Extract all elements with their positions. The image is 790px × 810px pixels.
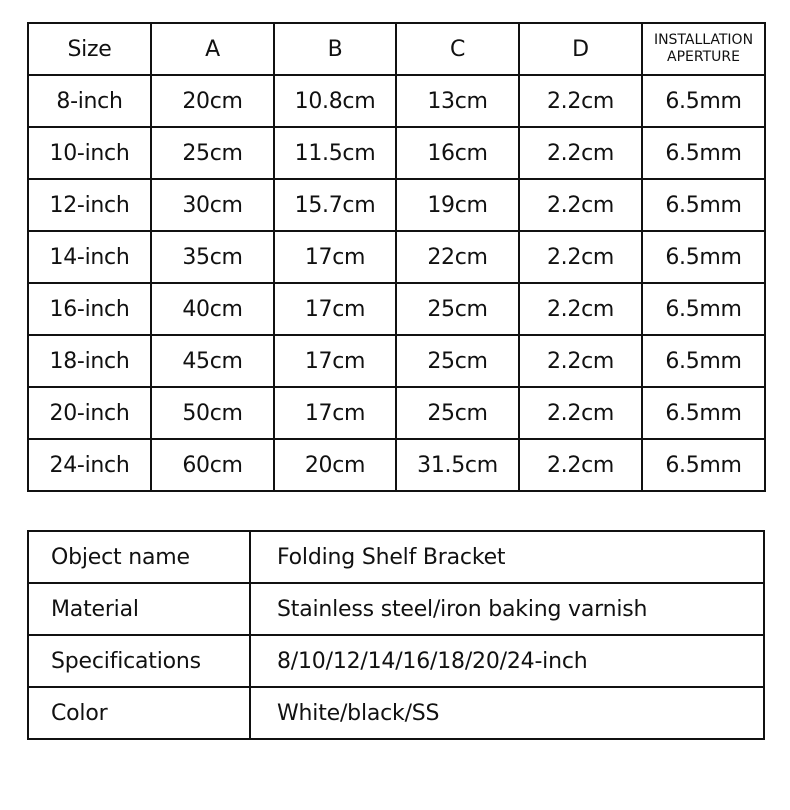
cell-aperture: 6.5mm [642,127,765,179]
header-aperture-line: APERTURE [667,49,740,65]
header-installation-line: INSTALLATION [653,32,754,48]
cell-c: 19cm [396,179,519,231]
size-row-14-inch [28,231,765,283]
cell-size: 12-inch [28,179,151,231]
size-row-8-inch [28,75,765,127]
cell-c: 25cm [396,335,519,387]
cell-aperture: 6.5mm [642,283,765,335]
spec-value: White/black/SS [250,687,764,739]
spec-value: 8/10/12/14/16/18/20/24-inch [250,635,764,687]
size-chart-header-row [28,23,765,75]
cell-d: 2.2cm [519,75,642,127]
cell-c: 13cm [396,75,519,127]
cell-a: 35cm [151,231,274,283]
header-a: A [151,23,274,75]
size-row-12-inch [28,179,765,231]
cell-b: 10.8cm [274,75,396,127]
size-row-10-inch [28,127,765,179]
cell-size: 24-inch [28,439,151,491]
spec-value: Stainless steel/iron baking varnish [250,583,764,635]
cell-a: 20cm [151,75,274,127]
cell-aperture: 6.5mm [642,179,765,231]
cell-a: 45cm [151,335,274,387]
cell-aperture: 6.5mm [642,335,765,387]
size-row-16-inch [28,283,765,335]
cell-a: 40cm [151,283,274,335]
spec-row-specifications [28,635,764,687]
cell-d: 2.2cm [519,439,642,491]
header-d: D [519,23,642,75]
cell-size: 8-inch [28,75,151,127]
cell-c: 22cm [396,231,519,283]
spec-row-material [28,583,764,635]
cell-d: 2.2cm [519,127,642,179]
cell-size: 10-inch [28,127,151,179]
cell-a: 25cm [151,127,274,179]
cell-b: 11.5cm [274,127,396,179]
cell-size: 16-inch [28,283,151,335]
spec-label: Object name [28,531,250,583]
header-size: Size [28,23,151,75]
cell-size: 14-inch [28,231,151,283]
cell-a: 50cm [151,387,274,439]
spec-label: Material [28,583,250,635]
size-row-18-inch [28,335,765,387]
cell-c: 25cm [396,283,519,335]
cell-aperture: 6.5mm [642,231,765,283]
cell-a: 60cm [151,439,274,491]
spec-label: Specifications [28,635,250,687]
size-chart-table [27,22,766,492]
cell-d: 2.2cm [519,179,642,231]
cell-b: 17cm [274,283,396,335]
header-b: B [274,23,396,75]
cell-aperture: 6.5mm [642,387,765,439]
cell-b: 17cm [274,387,396,439]
cell-size: 18-inch [28,335,151,387]
cell-b: 15.7cm [274,179,396,231]
header-c: C [396,23,519,75]
cell-aperture: 6.5mm [642,75,765,127]
cell-b: 17cm [274,335,396,387]
cell-b: 17cm [274,231,396,283]
spec-value: Folding Shelf Bracket [250,531,764,583]
cell-size: 20-inch [28,387,151,439]
spec-label: Color [28,687,250,739]
size-row-24-inch [28,439,765,491]
cell-aperture: 6.5mm [642,439,765,491]
cell-c: 25cm [396,387,519,439]
product-spec-table [27,530,765,740]
spec-row-color [28,687,764,739]
size-row-20-inch [28,387,765,439]
cell-d: 2.2cm [519,231,642,283]
cell-c: 31.5cm [396,439,519,491]
cell-d: 2.2cm [519,283,642,335]
header-installation-aperture [642,23,765,75]
cell-b: 20cm [274,439,396,491]
cell-d: 2.2cm [519,387,642,439]
spec-row-object-name [28,531,764,583]
cell-d: 2.2cm [519,335,642,387]
cell-c: 16cm [396,127,519,179]
cell-a: 30cm [151,179,274,231]
